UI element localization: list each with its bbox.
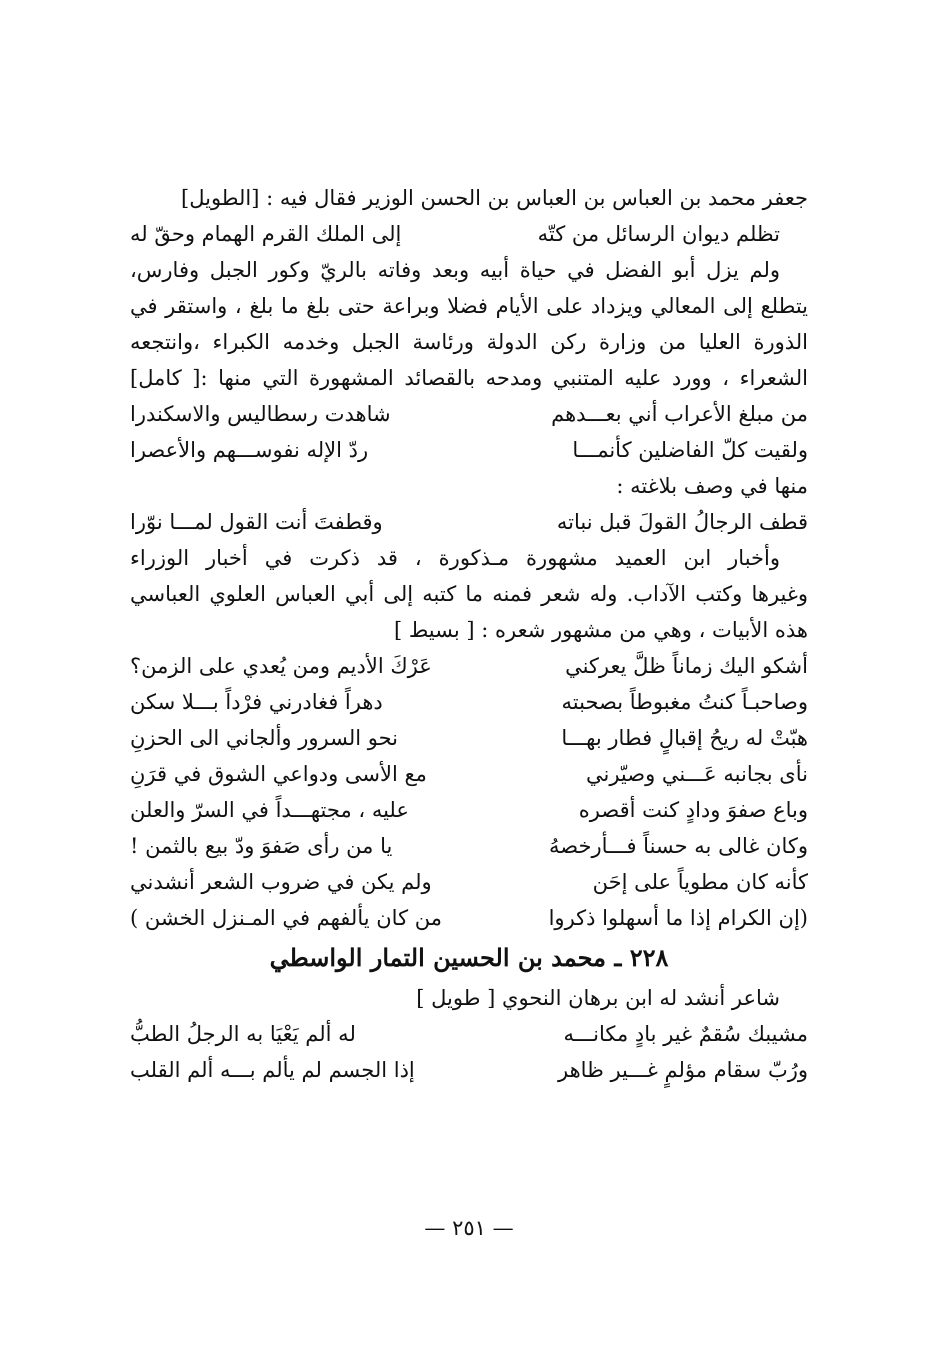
verse-line xyxy=(130,1052,808,1088)
hemistich-second: دهراً فغادرني فرْداً بـــلا سكن xyxy=(130,690,383,714)
hemistich-second: من كان يألفهم في المـنزل الخشن ) xyxy=(130,906,442,930)
text-line: منها في وصف بلاغته : xyxy=(616,474,808,498)
verse-line xyxy=(130,864,808,900)
verse-line xyxy=(130,216,808,252)
hemistich-first: ولقيت كلّ الفاضلين كأنمـــا xyxy=(572,438,808,462)
verse-line xyxy=(130,828,808,864)
text-block xyxy=(130,180,808,1088)
hemistich-second: ردّ الإله نفوســـهم والأعصرا xyxy=(130,438,369,462)
text-line: هذه الأبيات ، وهي من مشهور شعره : [ بسيط ] xyxy=(393,618,808,642)
text-line: وأخبار ابن العميد مشهورة مـذكورة ، قد ذكرت في أخبار الوزراء xyxy=(130,546,780,570)
verse-line xyxy=(130,1016,808,1052)
hemistich-first: من مبلغ الأعراب أني بعـــدهم xyxy=(551,402,808,426)
hemistich-second: مع الأسى ودواعي الشوق في قرَنِ xyxy=(130,762,427,786)
hemistich-first: وصاحبـاً كنتُ مغبوطاً بصحبته xyxy=(561,690,808,714)
hemistich-second: له ألم يَعْيَا به الرجلُ الطبُّ xyxy=(130,1022,356,1046)
hemistich-first: هبّتْ له ريحُ إقبالٍ فطار بهـــا xyxy=(561,726,808,750)
hemistich-second: إذا الجسم لم يألم بـــه ألم القلب xyxy=(130,1058,415,1082)
hemistich-second: إلى الملك القرم الهمام وحقّ له xyxy=(130,222,402,246)
hemistich-second: يا من رأى صَفوَ ودّ بيع بالثمن ! xyxy=(130,834,393,858)
text-line: الشعراء ، وورد عليه المتنبي ومدحه بالقصائد المشهورة التي منها :[ كامل] xyxy=(130,366,808,390)
text-line: ولم يزل أبو الفضل في حياة أبيه وبعد وفاته بالريّ وكور الجبل وفارس، xyxy=(130,258,780,282)
verse-line xyxy=(130,648,808,684)
hemistich-first: كأنه كان مطوياً على إحَن xyxy=(592,870,808,894)
verse-line xyxy=(130,504,808,540)
hemistich-first: مشيبك سُقمٌ غير بادٍ مكانـــه xyxy=(563,1022,808,1046)
hemistich-second: شاهدت رسطاليس والاسكندرا xyxy=(130,402,391,426)
hemistich-second: عليه ، مجتهـــداً في السرّ والعلن xyxy=(130,798,409,822)
text-line: الذورة العليا من وزارة ركن الدولة ورئاسة الجبل وخدمه الكبراء ،وانتجعه xyxy=(130,330,808,354)
verse-line xyxy=(130,720,808,756)
hemistich-first: (إن الكرام إذا ما أسهلوا ذكروا xyxy=(548,906,808,930)
hemistich-first: نأى بجانبه عَـــني وصيّرني xyxy=(585,762,808,786)
text-line: وغيرها وكتب الآداب. وله شعر فمنه ما كتبه إلى أبي العباس العلوي العباسي xyxy=(130,582,808,606)
section-heading: ٢٢٨ ـ محمد بن الحسين التمار الواسطي xyxy=(269,943,669,972)
verse-line xyxy=(130,756,808,792)
verse-line xyxy=(130,396,808,432)
hemistich-second: ولم يكن في ضروب الشعر أنشدني xyxy=(130,870,432,894)
hemistich-second: عَرْكَ الأديم ومن يُعدي على الزمن؟ xyxy=(130,654,432,678)
hemistich-first: وكان غالى به حسناً فـــأرخصهُ xyxy=(549,834,808,858)
hemistich-first: تظلم ديوان الرسائل من كتّه xyxy=(537,222,780,246)
text-line: جعفر محمد بن العباس بن العباس بن الحسن الوزير فقال فيه : [الطويل] xyxy=(181,186,808,210)
verse-line xyxy=(130,900,808,936)
hemistich-second: وقطفتَ أنت القول لمـــا نوّرا xyxy=(130,510,383,534)
page-number: — ٢٥١ — xyxy=(424,1216,514,1240)
hemistich-first: أشكو اليك زماناً ظلَّ يعركني xyxy=(565,654,808,678)
text-line: يتطلع إلى المعالي ويزداد على الأيام فضلا وبراعة حتى بلغ ما بلغ ، واستقر في xyxy=(130,294,808,318)
hemistich-second: نحو السرور وألجاني الى الحزنِ xyxy=(130,726,398,750)
text-line: شاعر أنشد له ابن برهان النحوي [ طويل ] xyxy=(416,986,780,1010)
hemistich-first: قطف الرجالُ القولَ قبل نباته xyxy=(556,510,808,534)
verse-line xyxy=(130,792,808,828)
verse-line xyxy=(130,432,808,468)
hemistich-first: ورُبّ سقام مؤلمٍ غـــير ظاهر xyxy=(558,1058,808,1082)
hemistich-first: وباع صفوَ ودادٍ كنت أقصره xyxy=(578,798,808,822)
verse-line xyxy=(130,684,808,720)
